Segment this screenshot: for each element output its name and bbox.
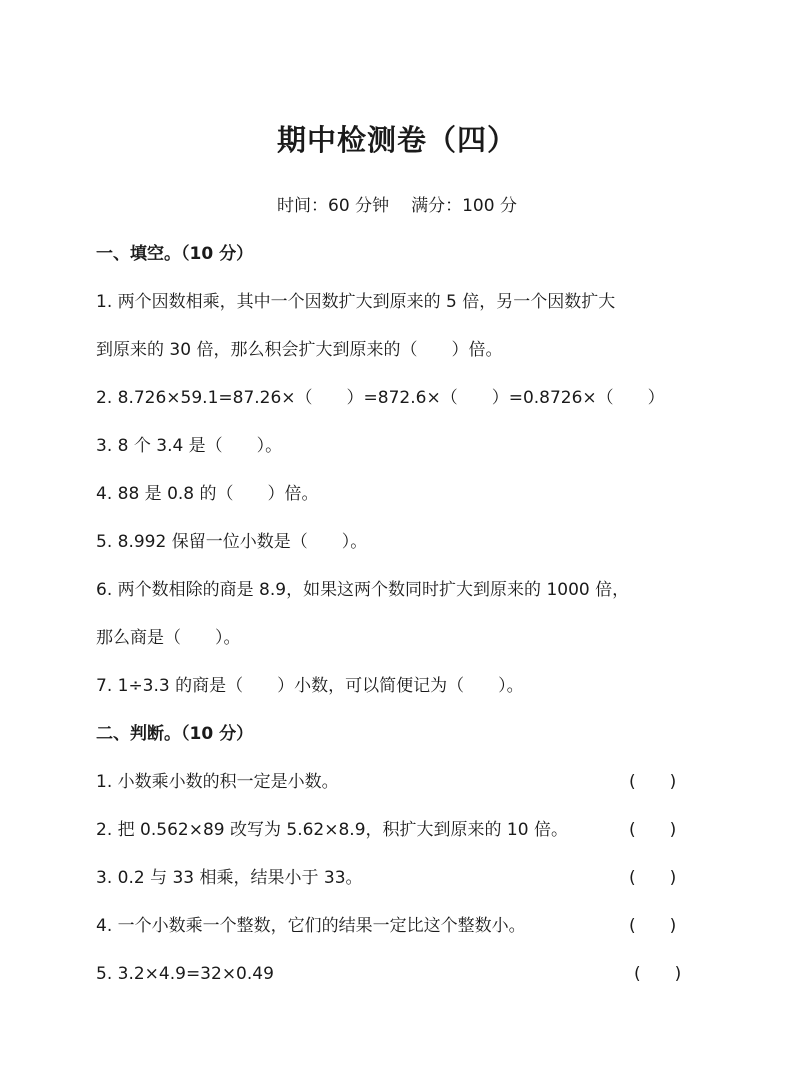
judge-item [96, 912, 696, 940]
answer-parentheses: ( ) [634, 964, 682, 984]
section-heading-judge: 二、判断。（10 分） [96, 724, 254, 744]
judge-item [96, 960, 696, 988]
answer-parentheses: ( ) [629, 916, 677, 936]
exam-info [0, 192, 794, 220]
judge-item-text: 2. 把 0.562×89 改写为 5.62×8.9，积扩大到原来的 10 倍。 [96, 820, 568, 840]
judge-item-text: 4. 一个小数乘一个整数，它们的结果一定比这个整数小。 [96, 916, 526, 936]
answer-parentheses: ( ) [629, 820, 677, 840]
exam-time: 时间：60 分钟 [277, 196, 390, 216]
question-line: 5. 8.992 保留一位小数是（ ）。 [96, 532, 368, 552]
question-line: 7. 1÷3.3 的商是（ ）小数，可以简便记为（ ）。 [96, 676, 524, 696]
question-line: 那么商是（ ）。 [96, 628, 241, 648]
question-line: 2. 8.726×59.1=87.26×（ ）=872.6×（ ）=0.8726×（ ） [96, 388, 665, 408]
question-line: 6. 两个数相除的商是 8.9，如果这两个数同时扩大到原来的 1000 倍， [96, 580, 630, 600]
judge-item [96, 816, 696, 844]
judge-item-text: 5. 3.2×4.9=32×0.49 [96, 964, 274, 984]
question-line: 4. 88 是 0.8 的（ ）倍。 [96, 484, 319, 504]
judge-item-text: 3. 0.2 与 33 相乘，结果小于 33。 [96, 868, 363, 888]
section-heading-fill-blank: 一、填空。（10 分） [96, 244, 254, 264]
question-line: 3. 8 个 3.4 是（ ）。 [96, 436, 283, 456]
question-line: 1. 两个因数相乘，其中一个因数扩大到原来的 5 倍，另一个因数扩大 [96, 292, 616, 312]
answer-parentheses: ( ) [629, 868, 677, 888]
judge-item-text: 1. 小数乘小数的积一定是小数。 [96, 772, 339, 792]
answer-parentheses: ( ) [629, 772, 677, 792]
exam-score: 满分：100 分 [411, 196, 517, 216]
judge-item [96, 864, 696, 892]
page-title: 期中检测卷（四） [276, 123, 517, 157]
question-line: 到原来的 30 倍，那么积会扩大到原来的（ ）倍。 [96, 340, 503, 360]
judge-item [96, 768, 696, 796]
